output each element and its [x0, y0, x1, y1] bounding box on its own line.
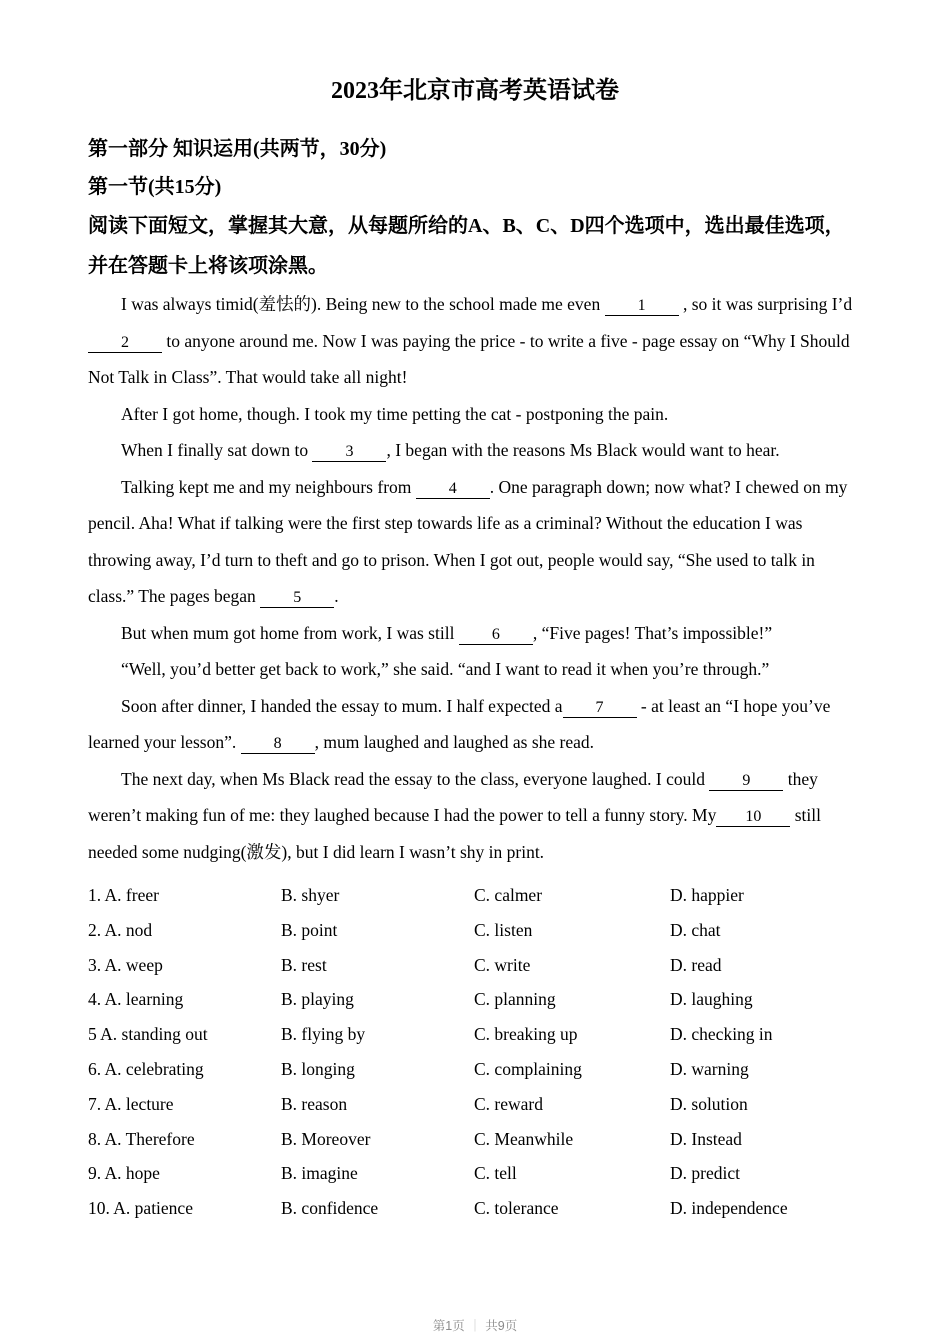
option-cell: D. independence	[670, 1198, 788, 1219]
part-header: 第一部分 知识运用(共两节，30分)	[88, 138, 387, 160]
footer-page-number: 第1页	[432, 1319, 465, 1333]
option-cell: D. solution	[670, 1093, 748, 1114]
footer-total-pages: 共9页	[485, 1319, 518, 1333]
option-cell: 9. A. hope	[88, 1163, 160, 1184]
cloze-blank-2: 2	[88, 333, 162, 353]
instructions-text: 阅读下面短文，掌握其大意，从每题所给的A、B、C、D四个选项中，选出最佳选项，并在答题卡上将该项涂黑。	[88, 215, 845, 277]
passage-paragraph: I was always timid(羞怯的). Being new to the school made me even 1 , so it was surprising I’d 2 to anyone around me. Now I was paying the price - to write a five - page essay on “Why I Should Not Talk in Class”. That would take all night!	[88, 294, 853, 387]
options-table	[88, 878, 862, 1226]
option-cell: B. reason	[281, 1093, 348, 1114]
cloze-blank-9: 9	[709, 771, 783, 791]
option-cell: D. happier	[670, 885, 744, 905]
option-cell: B. flying by	[281, 1024, 366, 1045]
option-row	[88, 1122, 862, 1157]
footer-separator: ｜	[468, 1319, 482, 1333]
option-cell: 10. A. patience	[88, 1198, 193, 1219]
option-cell: C. write	[474, 954, 531, 975]
option-cell: 4. A. learning	[88, 989, 184, 1010]
option-cell: D. Instead	[670, 1128, 742, 1149]
option-cell: 8. A. Therefore	[88, 1128, 195, 1149]
option-cell: B. longing	[281, 1058, 355, 1079]
passage-paragraph: The next day, when Ms Black read the essay to the class, everyone laughed. I could 9 they weren’t making fun of me: they laughed because I had the power to tell a funny story. My 10 still needed some nudging(激发), but I did learn I wasn’t shy in print.	[88, 768, 821, 862]
option-cell: D. warning	[670, 1058, 749, 1079]
option-cell: B. playing	[281, 989, 354, 1010]
passage	[88, 286, 862, 870]
option-cell: C. complaining	[474, 1058, 582, 1079]
option-cell: B. confidence	[281, 1198, 379, 1219]
option-cell: B. Moreover	[281, 1128, 371, 1149]
cloze-blank-4: 4	[416, 479, 490, 499]
passage-paragraph: But when mum got home from work, I was still 6 , “Five pages! That’s impossible!”	[121, 622, 773, 643]
option-cell: C. planning	[474, 989, 556, 1010]
option-row	[88, 1156, 862, 1191]
cloze-blank-8: 8	[241, 734, 315, 754]
option-row	[88, 878, 862, 913]
option-row	[88, 1191, 862, 1226]
option-cell: C. Meanwhile	[474, 1128, 574, 1149]
option-cell: D. chat	[670, 919, 721, 940]
option-cell: C. calmer	[474, 885, 543, 905]
page-footer	[0, 1316, 950, 1334]
option-cell: D. read	[670, 954, 722, 975]
option-cell: C. tolerance	[474, 1198, 559, 1219]
doc-title: 2023年北京市高考英语试卷	[331, 78, 619, 104]
option-cell: C. listen	[474, 919, 533, 940]
option-cell: 7. A. lecture	[88, 1093, 174, 1114]
cloze-blank-10: 10	[716, 807, 790, 827]
option-cell: B. imagine	[281, 1163, 358, 1184]
option-cell: B. rest	[281, 954, 327, 975]
cloze-blank-3: 3	[312, 442, 386, 462]
option-cell: B. shyer	[281, 885, 340, 905]
cloze-blank-7: 7	[563, 698, 637, 718]
option-row	[88, 1052, 862, 1087]
option-cell: 1. A. freer	[88, 885, 159, 905]
option-cell: D. checking in	[670, 1024, 773, 1045]
option-cell: C. breaking up	[474, 1024, 578, 1045]
passage-paragraph: Soon after dinner, I handed the essay to mum. I half expected a 7 - at least an “I hope you’ve learned your lesson”. 8 , mum laughed and laughed as she read.	[88, 695, 831, 752]
passage-paragraph: Talking kept me and my neighbours from 4 . One paragraph down; now what? I chewed on my pencil. Aha! What if talking were the first step towards life as a criminal? Without the education I was throwing away, I’d turn to theft and go to prison. When I got out, people would say, “She used to talk in class.” The pages began 5 .	[88, 476, 848, 606]
option-row	[88, 982, 862, 1017]
passage-paragraph: After I got home, though. I took my time petting the cat - postponing the pain.	[121, 403, 669, 424]
passage-paragraph: When I finally sat down to 3 , I began with the reasons Ms Black would want to hear.	[121, 440, 780, 460]
cloze-blank-6: 6	[459, 625, 533, 645]
option-row	[88, 1017, 862, 1052]
option-cell: 3. A. weep	[88, 954, 163, 975]
option-cell: 2. A. nod	[88, 919, 153, 940]
section-header: 第一节(共15分)	[88, 176, 222, 198]
option-cell: 5 A. standing out	[88, 1024, 208, 1045]
option-cell: 6. A. celebrating	[88, 1058, 204, 1079]
option-row	[88, 913, 862, 948]
option-cell: B. point	[281, 919, 338, 940]
option-cell: D. predict	[670, 1163, 740, 1184]
cloze-blank-1: 1	[605, 296, 679, 316]
option-cell: C. tell	[474, 1163, 517, 1184]
option-cell: D. laughing	[670, 989, 753, 1010]
cloze-blank-5: 5	[260, 588, 334, 608]
option-row	[88, 1087, 862, 1122]
passage-paragraph: “Well, you’d better get back to work,” she said. “and I want to read it when you’re through.”	[121, 659, 770, 679]
option-cell: C. reward	[474, 1093, 544, 1114]
option-row	[88, 948, 862, 983]
